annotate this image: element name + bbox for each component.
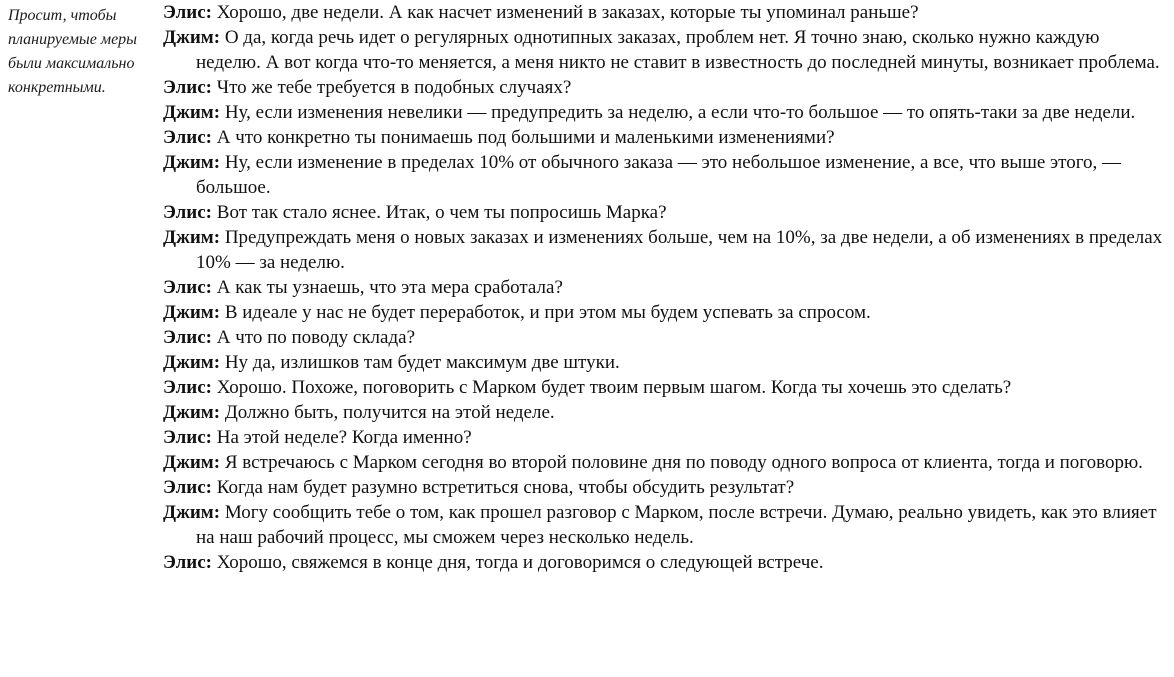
- speech-text: Что же тебе требуется в подобных случаях?: [212, 77, 572, 98]
- dialogue-line: [163, 275, 1167, 300]
- dialogue-line: [163, 125, 1167, 150]
- speech-text: Хорошо, две недели. А как насчет изменений в заказах, которые ты упоминал раньше?: [212, 2, 919, 23]
- speaker-name: Джим:: [163, 152, 221, 173]
- speaker-name: Элис:: [163, 77, 213, 98]
- speech-text: Хорошо, свяжемся в конце дня, тогда и договоримся о следующей встрече.: [212, 552, 824, 573]
- dialogue-line: [163, 225, 1167, 275]
- speech-text: Могу сообщить тебе о том, как прошел разговор с Марком, после встречи. Думаю, реально увидеть, как это влияет на наш рабочий процесс, мы сможем через несколько недель.: [196, 502, 1157, 548]
- speech-text: Ну да, излишков там будет максимум две штуки.: [220, 352, 620, 373]
- speaker-name: Джим:: [163, 402, 221, 423]
- speaker-name: Джим:: [163, 502, 221, 523]
- dialogue-line: [163, 150, 1167, 200]
- speaker-name: Джим:: [163, 27, 221, 48]
- dialogue-line: [163, 350, 1167, 375]
- speech-text: Ну, если изменение в пределах 10% от обычного заказа — это небольшое изменение, а все, что выше этого, — большое.: [196, 152, 1122, 198]
- speech-text: На этой неделе? Когда именно?: [212, 427, 472, 448]
- dialogue-line: [163, 400, 1167, 425]
- speech-text: Должно быть, получится на этой неделе.: [220, 402, 555, 423]
- dialogue-list: [163, 0, 1167, 575]
- speech-text: О да, когда речь идет о регулярных однотипных заказах, проблем нет. Я точно знаю, сколько нужно каждую неделю. А вот когда что-то меняется, а меня никто не ставит в известность до последней минуты, возникает проблема.: [196, 27, 1160, 73]
- speaker-name: Джим:: [163, 102, 221, 123]
- dialogue-line: [163, 75, 1167, 100]
- margin-note: Просит, чтобы планируемые меры были максимально конкретными.: [8, 7, 137, 96]
- speaker-name: Элис:: [163, 202, 213, 223]
- speech-text: Когда нам будет разумно встретиться снова, чтобы обсудить результат?: [212, 477, 795, 498]
- speaker-name: Элис:: [163, 127, 213, 148]
- speaker-name: Элис:: [163, 477, 213, 498]
- speech-text: Ну, если изменения невелики — предупредить за неделю, а если что-то большое — то опять-таки за две недели.: [220, 102, 1136, 123]
- dialogue-line: [163, 0, 1167, 25]
- speech-text: А что конкретно ты понимаешь под большими и маленькими изменениями?: [212, 127, 835, 148]
- speaker-name: Элис:: [163, 277, 213, 298]
- speech-text: Хорошо. Похоже, поговорить с Марком будет твоим первым шагом. Когда ты хочешь это сделать?: [212, 377, 1012, 398]
- speaker-name: Элис:: [163, 427, 213, 448]
- dialogue-line: [163, 100, 1167, 125]
- speaker-name: Элис:: [163, 2, 213, 23]
- dialogue-line: [163, 425, 1167, 450]
- dialogue-line: [163, 475, 1167, 500]
- speaker-name: Джим:: [163, 352, 221, 373]
- speaker-name: Элис:: [163, 327, 213, 348]
- dialogue-line: [163, 200, 1167, 225]
- speech-text: А как ты узнаешь, что эта мера сработала?: [212, 277, 563, 298]
- speech-text: Предупреждать меня о новых заказах и изменениях больше, чем на 10%, за две недели, а об изменениях в пределах 10% — за неделю.: [196, 227, 1163, 273]
- dialogue-line: [163, 500, 1167, 550]
- dialogue-line: [163, 300, 1167, 325]
- speech-text: Я встречаюсь с Марком сегодня во второй половине дня по поводу одного вопроса от клиента, тогда и поговорю.: [220, 452, 1143, 473]
- dialogue-line: [163, 450, 1167, 475]
- dialogue-line: [163, 550, 1167, 575]
- speaker-name: Элис:: [163, 377, 213, 398]
- dialogue-line: [163, 25, 1167, 75]
- speech-text: А что по поводу склада?: [212, 327, 416, 348]
- speech-text: Вот так стало яснее. Итак, о чем ты попросишь Марка?: [212, 202, 667, 223]
- speaker-name: Джим:: [163, 302, 221, 323]
- speaker-name: Элис:: [163, 552, 213, 573]
- speech-text: В идеале у нас не будет переработок, и при этом мы будем успевать за спросом.: [220, 302, 871, 323]
- dialogue-line: [163, 375, 1167, 400]
- speaker-name: Джим:: [163, 227, 221, 248]
- dialogue-line: [163, 325, 1167, 350]
- speaker-name: Джим:: [163, 452, 221, 473]
